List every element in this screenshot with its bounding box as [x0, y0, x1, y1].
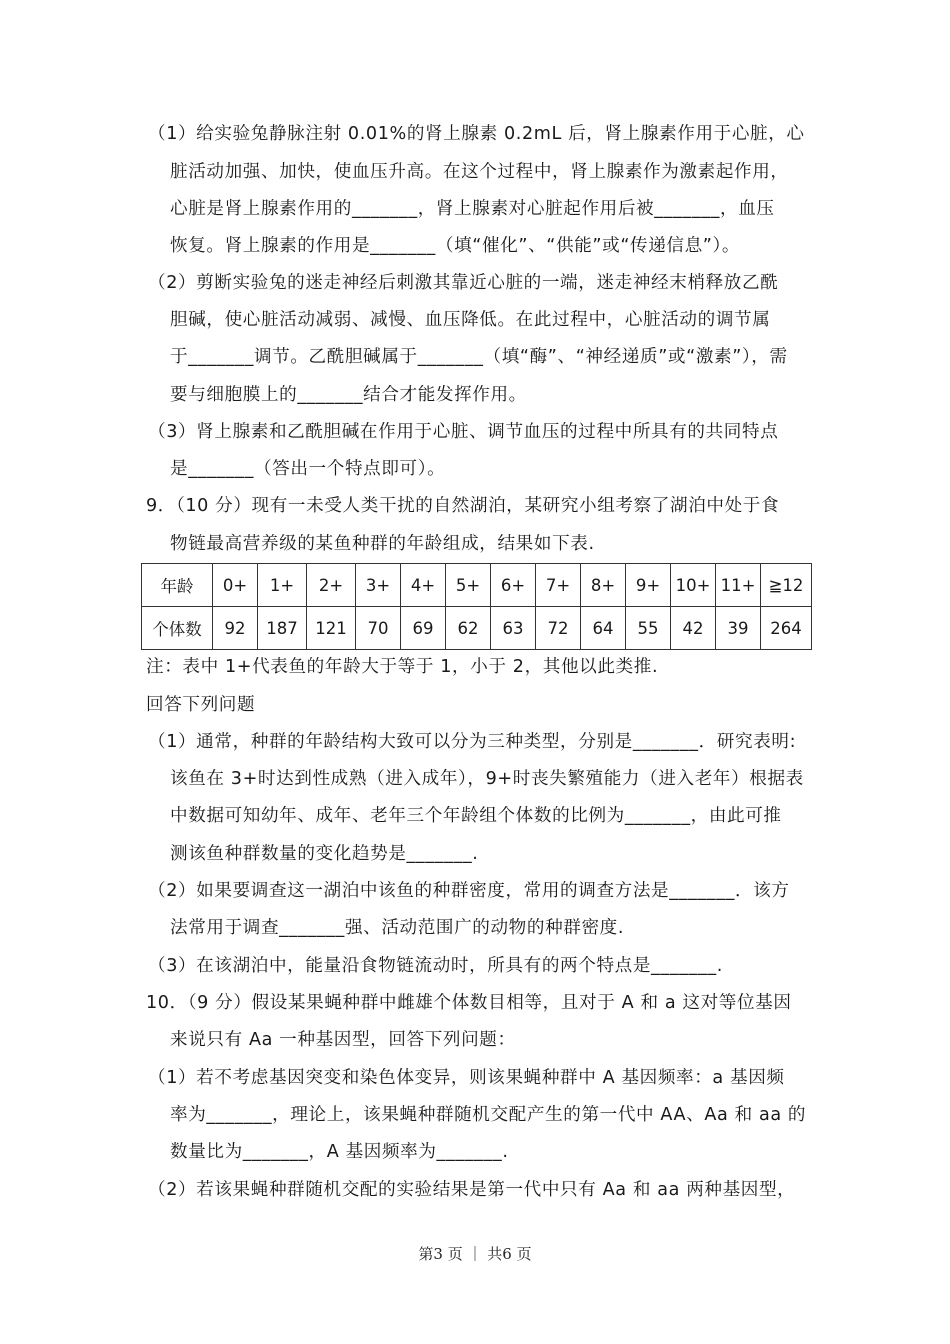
table-cell: 62	[446, 607, 491, 650]
q8-p1-line-1: （1）给实验兔静脉注射 0.01%的肾上腺素 0.2mL 后，肾上腺素作用于心脏，心	[148, 124, 805, 144]
age-structure-table	[141, 563, 812, 650]
q8-p2-line-3: 于_______调节。乙酰胆碱属于_______（填“酶”、“神经递质”或“激素”），需	[170, 347, 788, 367]
q9-p1-line-3: 中数据可知幼年、成年、老年三个年龄组个体数的比例为_______，由此可推	[170, 806, 782, 826]
q9-p3-line-1: （3）在该湖泊中，能量沿食物链流动时，所具有的两个特点是_______.	[148, 956, 723, 976]
q9-p1-line-4: 测该鱼种群数量的变化趋势是_______.	[170, 844, 479, 864]
q8-p1-line-4: 恢复。肾上腺素的作用是_______（填“催化”、“供能”或“传递信息”）。	[170, 236, 741, 256]
q8-p1-line-3: 心脏是肾上腺素作用的_______，肾上腺素对心脏起作用后被_______，血压	[170, 199, 775, 219]
q9-prompt: 回答下列问题	[146, 695, 256, 715]
table-header-cell: 1+	[258, 564, 307, 607]
q8-p3-line-2: 是_______（答出一个特点即可）。	[170, 459, 446, 479]
q8-p2-line-1: （2）剪断实验兔的迷走神经后刺激其靠近心脏的一端，迷走神经末梢释放乙酰	[148, 273, 779, 293]
table-cell: 264	[761, 607, 812, 650]
q9-p2-line-1: （2）如果要调查这一湖泊中该鱼的种群密度，常用的调查方法是_______．该方	[148, 881, 790, 901]
table-row-count	[142, 607, 812, 650]
q10-p1-line-3: 数量比为_______，A 基因频率为_______.	[170, 1142, 509, 1162]
table-cell: 69	[401, 607, 446, 650]
q10-p2-line-1: （2）若该果蝇种群随机交配的实验结果是第一代中只有 Aa 和 aa 两种基因型，	[148, 1180, 796, 1200]
table-header-cell: 8+	[581, 564, 626, 607]
q9-p1-line-1: （1）通常，种群的年龄结构大致可以分为三种类型，分别是_______．研究表明:	[148, 732, 797, 752]
q8-p1-line-2: 脏活动加强、加快，使血压升高。在这个过程中，肾上腺素作为激素起作用，	[170, 162, 789, 182]
table-cell: 55	[626, 607, 671, 650]
table-header-cell: 3+	[356, 564, 401, 607]
q10-stem-line-1: 10．（9 分）假设某果蝇种群中雌雄个体数目相等，且对于 A 和 a 这对等位基因	[146, 993, 792, 1013]
table-header-cell: 5+	[446, 564, 491, 607]
q8-p3-line-1: （3）肾上腺素和乙酰胆碱在作用于心脏、调节血压的过程中所具有的共同特点	[148, 422, 779, 442]
table-cell: 个体数	[142, 607, 213, 650]
table-header-cell: ≧12	[761, 564, 812, 607]
q9-stem-line-1: 9．（10 分）现有一未受人类干扰的自然湖泊，某研究小组考察了湖泊中处于食	[146, 496, 780, 516]
table-header-cell: 4+	[401, 564, 446, 607]
q9-p1-line-2: 该鱼在 3+时达到性成熟（进入成年），9+时丧失繁殖能力（进入老年）根据表	[170, 769, 804, 789]
q10-p1-line-2: 率为_______，理论上，该果蝇种群随机交配产生的第一代中 AA、Aa 和 aa 的	[170, 1105, 807, 1125]
table-header-cell: 11+	[716, 564, 761, 607]
q10-p1-line-1: （1）若不考虑基因突变和染色体变异，则该果蝇种群中 A 基因频率：a 基因频	[148, 1068, 785, 1088]
table-header-cell: 7+	[536, 564, 581, 607]
table-header-cell: 0+	[213, 564, 258, 607]
table-cell: 64	[581, 607, 626, 650]
table-cell: 63	[491, 607, 536, 650]
q9-p2-line-2: 法常用于调查_______强、活动范围广的动物的种群密度.	[170, 918, 625, 938]
table-cell: 121	[307, 607, 356, 650]
table-cell: 187	[258, 607, 307, 650]
q9-table-note: 注：表中 1+代表鱼的年龄大于等于 1，小于 2，其他以此类推.	[146, 657, 659, 677]
table-header-cell: 2+	[307, 564, 356, 607]
table-header-cell: 10+	[671, 564, 716, 607]
table-header-cell: 9+	[626, 564, 671, 607]
table-header-cell: 年龄	[142, 564, 213, 607]
table-cell: 39	[716, 607, 761, 650]
table-header-cell: 6+	[491, 564, 536, 607]
table-cell: 92	[213, 607, 258, 650]
q8-p2-line-4: 要与细胞膜上的_______结合才能发挥作用。	[170, 385, 527, 405]
q8-p2-line-2: 胆碱，使心脏活动减弱、减慢、血压降低。在此过程中，心脏活动的调节属	[170, 310, 771, 330]
table-cell: 42	[671, 607, 716, 650]
table-cell: 70	[356, 607, 401, 650]
q9-stem-line-2: 物链最高营养级的某鱼种群的年龄组成，结果如下表.	[170, 534, 595, 554]
page-footer: 第3 页 ｜ 共6 页	[418, 1245, 532, 1263]
q10-stem-line-2: 来说只有 Aa 一种基因型，回答下列问题：	[170, 1030, 516, 1050]
table-cell: 72	[536, 607, 581, 650]
table-row-age	[142, 564, 812, 607]
